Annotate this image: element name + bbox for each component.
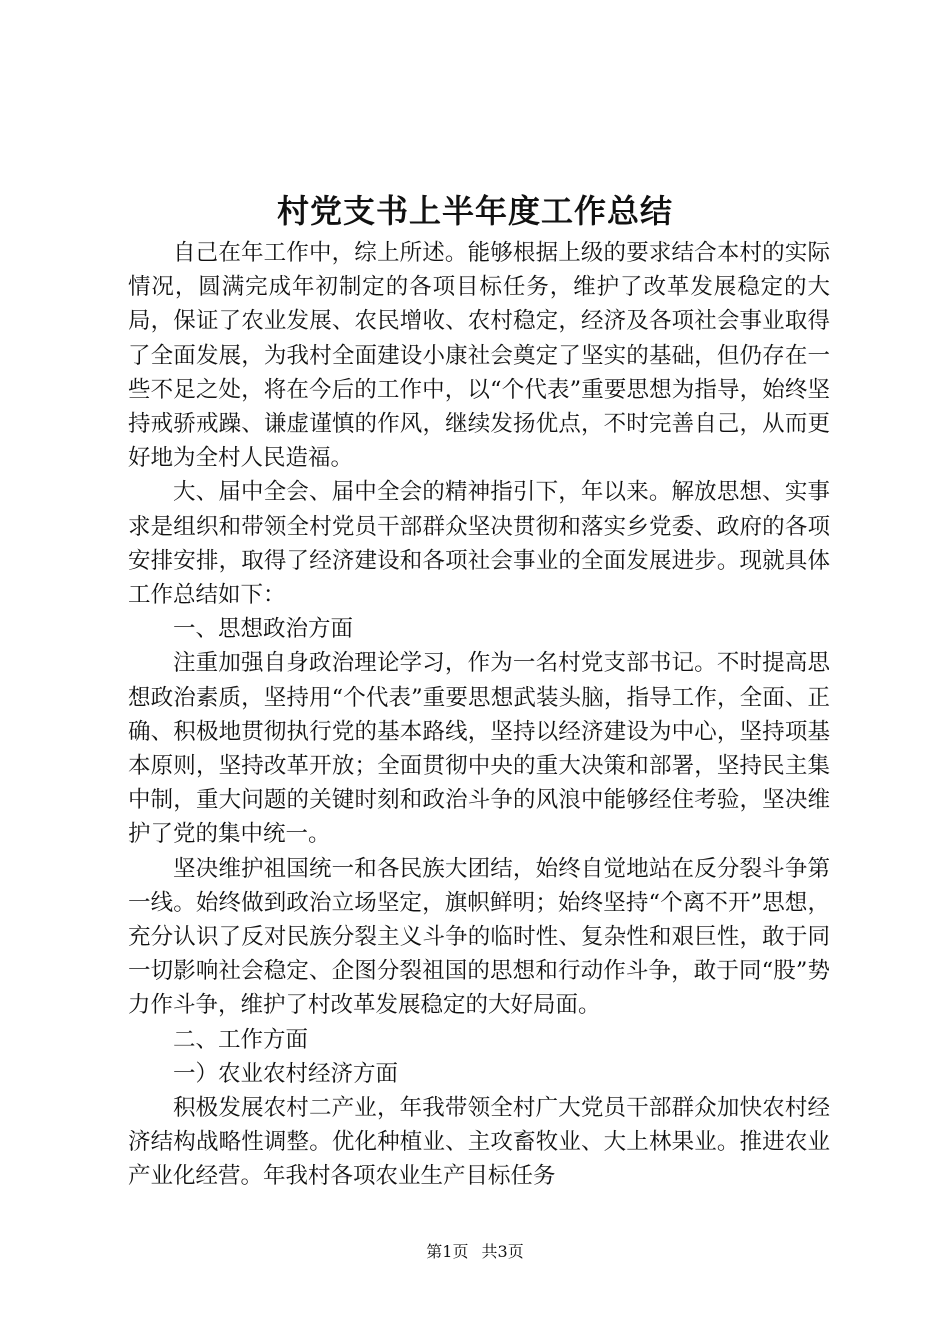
document-body [128, 236, 830, 1194]
page-footer [0, 1240, 950, 1264]
page-number: 第1页 [426, 1242, 469, 1261]
paragraph-1: 自己在年工作中，综上所述。能够根据上级的要求结合本村的实际情况，圆满完成年初制定的各项目标任务，维护了改革发展稳定的大局，保证了农业发展、农民增收、农村稳定，经济及各项社会事业取得了全面发展，为我村全面建设小康社会奠定了坚实的基础，但仍存在一些不足之处，将在今后的工作中，以“个代表”重要思想为指导，始终坚持戒骄戒躁、谦虚谨慎的作风，继续发扬优点，不时完善自己，从而更好地为全村人民造福。 [128, 240, 830, 472]
paragraph-2: 大、届中全会、届中全会的精神指引下，年以来。解放思想、实事求是组织和带领全村党员干部群众坚决贯彻和落实乡党委、政府的各项安排安排，取得了经济建设和各项社会事业的全面发展进步。现就具体工作总结如下： [128, 479, 830, 609]
page-total: 共3页 [481, 1242, 524, 1261]
paragraph-5: 积极发展农村二产业，年我带领全村广大党员干部群众加快农村经济结构战略性调整。优化种植业、主攻畜牧业、大上林果业。推进农业产业化经营。年我村各项农业生产目标任务 [128, 1095, 830, 1190]
paragraph-4: 坚决维护祖国统一和各民族大团结，始终自觉地站在反分裂斗争第一线。始终做到政治立场坚定，旗帜鲜明；始终坚持“个离不开”思想，充分认识了反对民族分裂主义斗争的临时性、复杂性和艰巨性，敢于同一切影响社会稳定、企图分裂祖国的思想和行动作斗争，敢于同“股”势力作斗争，维护了村改革发展稳定的大好局面。 [128, 855, 830, 1019]
section-heading-work: 二、工作方面 [173, 1026, 309, 1053]
paragraph-3: 注重加强自身政治理论学习，作为一名村党支部书记。不时提高思想政治素质，坚持用“个代表”重要思想武装头脑，指导工作，全面、正确、积极地贯彻执行党的基本路线，坚持以经济建设为中心，坚持项基本原则，坚持改革开放；全面贯彻中央的重大决策和部署，坚持民主集中制，重大问题的关键时刻和政治斗争的风浪中能够经住考验，坚决维护了党的集中统一。 [128, 650, 830, 848]
document-title: 村党支书上半年度工作总结 [276, 192, 673, 230]
subsection-heading-agriculture: 一）农业农村经济方面 [173, 1060, 399, 1087]
section-heading-ideology: 一、思想政治方面 [173, 616, 354, 643]
